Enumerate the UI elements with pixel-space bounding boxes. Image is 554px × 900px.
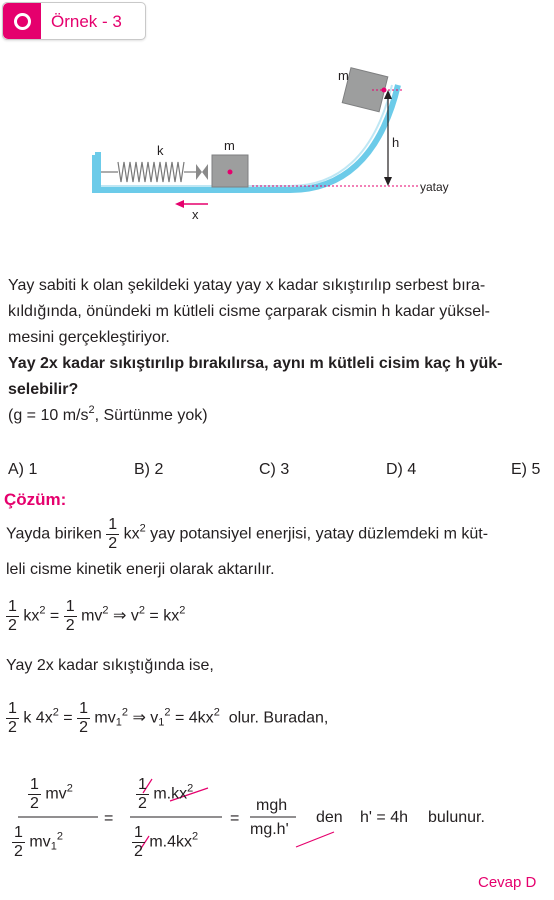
label-m2: m bbox=[338, 68, 349, 83]
option-c[interactable]: C) 3 bbox=[259, 461, 290, 478]
question bbox=[8, 274, 548, 428]
eq3-result: h' = 4h bbox=[360, 809, 408, 826]
option-a[interactable]: A) 1 bbox=[8, 461, 38, 478]
option-b[interactable]: B) 2 bbox=[134, 461, 164, 478]
eq3-num-left: $\frac{1}{2}$ $mv^2$ bbox=[30, 776, 73, 812]
given: (g = 10 $m/s^2$, Sürtünme yok) bbox=[8, 404, 208, 424]
eq3-den-right: mg.h' bbox=[250, 821, 289, 838]
example-title: Örnek - 3 bbox=[51, 12, 122, 31]
eq3-den-mid: $\frac{1}{2}$ $m.4kx^2$ bbox=[134, 824, 199, 860]
label-h: h bbox=[392, 135, 400, 150]
eq3-eq2: = bbox=[230, 810, 240, 827]
label-yatay: yatay bbox=[420, 180, 449, 194]
eq3-den-left: $\frac{1}{2}$ $mv_1^2$ bbox=[14, 824, 63, 860]
eq3-num-right: mgh bbox=[256, 797, 288, 814]
solution-line1: Yayda biriken $\frac{1}{2}$ $kx^2$ yay potansiyel enerjisi, yatay düzlemdeki m küt- bbox=[6, 516, 489, 552]
eq3-den-word: den bbox=[316, 809, 343, 826]
option-e[interactable]: E) 5 bbox=[511, 461, 541, 478]
label-x: x bbox=[192, 207, 199, 222]
question-bold1: Yay 2x kadar sıkıştırılıp bırakılırsa, aynı m kütleli cisim kaç h yük- bbox=[8, 355, 503, 372]
equation-2: $\frac{1}{2}$ k $4x^2$ = $\frac{1}{2}$ $mv_1^2$ ⇒ $v_1^2 = 4kx^2$ olur. Buradan, bbox=[8, 700, 329, 736]
eq3-num-mid: $\frac{1}{2}$ $m.kx^2$ bbox=[138, 776, 194, 812]
question-line1: Yay sabiti k olan şekildeki yatay yay x kadar sıkıştırılıp serbest bıra- bbox=[8, 277, 486, 294]
option-d[interactable]: D) 4 bbox=[386, 461, 417, 478]
circle-icon bbox=[3, 3, 41, 39]
eq3-bulunur: bulunur. bbox=[428, 809, 485, 826]
question-line3: mesini gerçekleştiriyor. bbox=[8, 329, 170, 346]
solution-line2: leli cisme kinetik enerji olarak aktarılır. bbox=[6, 561, 275, 578]
solution-title: Çözüm: bbox=[4, 490, 67, 509]
equation-1: $\frac{1}{2}$ $kx^2$ = $\frac{1}{2}$ $mv^2$ ⇒ $v^2 = kx^2$ bbox=[8, 598, 186, 634]
physics-figure bbox=[0, 60, 554, 230]
question-line2: kıldığında, önündeki m kütleli cisme çarparak cismin h kadar yüksel- bbox=[8, 303, 490, 320]
label-k: k bbox=[157, 143, 164, 158]
answer: Cevap D bbox=[478, 874, 537, 891]
eq3-eq1: = bbox=[104, 810, 114, 827]
example-header bbox=[2, 2, 146, 40]
solution-line3: Yay 2x kadar sıkıştığında ise, bbox=[6, 657, 214, 674]
label-m1: m bbox=[224, 138, 235, 153]
question-bold2: selebilir? bbox=[8, 381, 79, 398]
